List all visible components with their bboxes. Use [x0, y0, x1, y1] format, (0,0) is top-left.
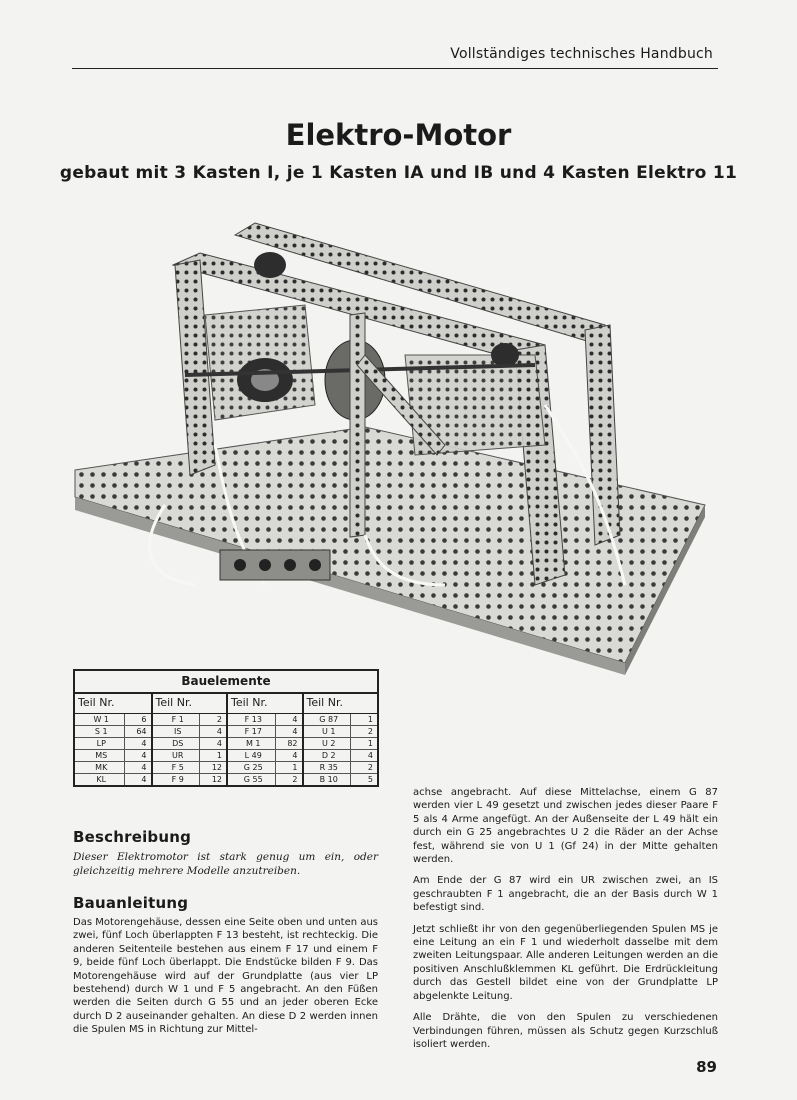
table-row: [75, 774, 151, 785]
part-name: M 1: [228, 738, 276, 749]
part-name: IS: [153, 726, 201, 737]
table-row: [228, 750, 302, 762]
model-photo: [65, 205, 707, 675]
table-row: [304, 762, 378, 774]
part-name: DS: [153, 738, 201, 749]
part-qty: 2: [367, 727, 373, 736]
table-row: [153, 750, 227, 762]
table-row: [75, 726, 151, 738]
part-qty: 4: [216, 739, 222, 748]
table-row: [153, 762, 227, 774]
table-row: [153, 714, 227, 726]
part-qty: 4: [141, 775, 147, 784]
part-qty: 4: [216, 727, 222, 736]
part-qty: 4: [141, 763, 147, 772]
paragraph: achse angebracht. Auf diese Mittelachse, einem G 87 werden vier L 49 gesetzt und zwischen jedes dieser Paare F 5 als 4 Arme angefügt. An der Außenseite der L 49 hält ein durch ein G 25 angebrachtes U 2 die Räder an der Achse fest, während sie von U 1 (Gf 24) in der Mitte gehalten werden.: [413, 787, 718, 866]
table-row: [228, 726, 302, 738]
column-header: Teil Nr.: [75, 694, 151, 714]
part-name: LP: [75, 738, 125, 749]
part-name: F 9: [153, 774, 201, 785]
part-qty: 2: [367, 763, 373, 772]
table-row: [228, 774, 302, 785]
part-qty: 4: [292, 727, 298, 736]
table-row: [153, 738, 227, 750]
table-row: [304, 750, 378, 762]
table-row: [228, 738, 302, 750]
page-number: 89: [696, 1058, 717, 1076]
page-title: Elektro-Motor: [285, 118, 512, 152]
part-qty: 4: [141, 751, 147, 760]
part-qty: 5: [367, 775, 373, 784]
part-name: R 35: [304, 762, 352, 773]
part-name: U 1: [304, 726, 352, 737]
part-name: G 87: [304, 714, 352, 725]
part-qty: 4: [292, 715, 298, 724]
table-row: [75, 762, 151, 774]
part-qty: 12: [211, 763, 222, 772]
page-subtitle: gebaut mit 3 Kasten I, je 1 Kasten IA und IB und 4 Kasten Elektro 11: [59, 163, 738, 183]
table-row: [228, 714, 302, 726]
part-name: F 5: [153, 762, 201, 773]
table-row: [75, 714, 151, 726]
part-name: MK: [75, 762, 125, 773]
part-qty: 12: [211, 775, 222, 784]
part-qty: 82: [287, 739, 298, 748]
part-name: MS: [75, 750, 125, 761]
part-qty: 1: [216, 751, 222, 760]
part-qty: 4: [141, 739, 147, 748]
part-name: KL: [75, 774, 125, 785]
part-qty: 4: [367, 751, 373, 760]
parts-column: [302, 694, 378, 785]
part-name: G 25: [228, 762, 276, 773]
table-row: [75, 738, 151, 750]
table-row: [153, 726, 227, 738]
parts-table: [73, 669, 379, 787]
header-rule: [72, 68, 718, 69]
beschreibung-heading: Beschreibung: [73, 828, 192, 846]
part-qty: 1: [367, 715, 373, 724]
part-qty: 1: [292, 763, 298, 772]
part-qty: 1: [367, 739, 373, 748]
beschreibung-text: Dieser Elektromotor ist stark genug um ein, oder gleichzeitig mehrere Modelle anzutreiben.: [73, 851, 378, 877]
part-qty: 2: [216, 715, 222, 724]
column-header: Teil Nr.: [228, 694, 302, 714]
part-qty: 2: [292, 775, 298, 784]
column-header: Teil Nr.: [153, 694, 227, 714]
part-name: F 17: [228, 726, 276, 737]
parts-table-heading: Bauelemente: [75, 671, 377, 694]
parts-column: [151, 694, 227, 785]
table-row: [304, 774, 378, 785]
left-column: [73, 828, 378, 1037]
column-header: Teil Nr.: [304, 694, 378, 714]
part-name: S 1: [75, 726, 125, 737]
parts-column: [75, 694, 151, 785]
header-title: Vollständiges technisches Handbuch: [450, 46, 713, 62]
right-column: [413, 786, 718, 1059]
part-name: W 1: [75, 714, 125, 725]
table-row: [304, 726, 378, 738]
part-name: B 10: [304, 774, 352, 785]
paragraph: Jetzt schließt ihr von den gegenüberliegenden Spulen MS je eine Leitung an ein F 1 und wiederholt dasselbe mit dem zweiten Leitungspaar. Alle anderen Leitungen werden an die positiven Anschlußklemmen KL geführt. Die Erdrückleitung durch das Gestell bildet eine von der Grundplatte LP abgelenkte Leitung.: [413, 923, 718, 1002]
part-qty: 4: [292, 751, 298, 760]
table-row: [228, 762, 302, 774]
table-row: [304, 714, 378, 726]
part-name: F 1: [153, 714, 201, 725]
part-name: U 2: [304, 738, 352, 749]
table-row: [304, 738, 378, 750]
part-qty: 64: [136, 727, 147, 736]
table-row: [153, 774, 227, 785]
part-name: D 2: [304, 750, 352, 761]
bauanleitung-text: Das Motorengehäuse, dessen eine Seite oben und unten aus zwei, fünf Loch überlappten F 13 besteht, ist rechteckig. Die anderen Seitenteile bestehen aus einem F 17 und einem F 9, beide fünf Loch überlappt. Die Endstücke bilden F 9. Das Motorengehäuse wird auf der Grundplatte (aus vier LP bestehend) durch W 1 und F 5 angebracht. An den Füßen werden die Seiten durch G 55 und an jeder oberen Ecke durch D 2 auseinander gehalten. An diese D 2 werden innen die Spulen MS in Richtung zur Mittel-: [73, 917, 378, 1036]
part-qty: 6: [141, 715, 147, 724]
part-name: G 55: [228, 774, 276, 785]
bauanleitung-heading: Bauanleitung: [73, 894, 189, 912]
parts-column: [226, 694, 302, 785]
paragraph: Am Ende der G 87 wird ein UR zwischen zwei, an IS geschraubten F 1 angebracht, die an der Basis durch W 1 befestigt sind.: [413, 875, 718, 914]
part-name: F 13: [228, 714, 276, 725]
part-name: UR: [153, 750, 201, 761]
part-name: L 49: [228, 750, 276, 761]
paragraph: Alle Drähte, die von den Spulen zu verschiedenen Verbindungen führen, müssen als Schutz gegen Kurzschluß isoliert werden.: [413, 1012, 718, 1050]
table-row: [75, 750, 151, 762]
